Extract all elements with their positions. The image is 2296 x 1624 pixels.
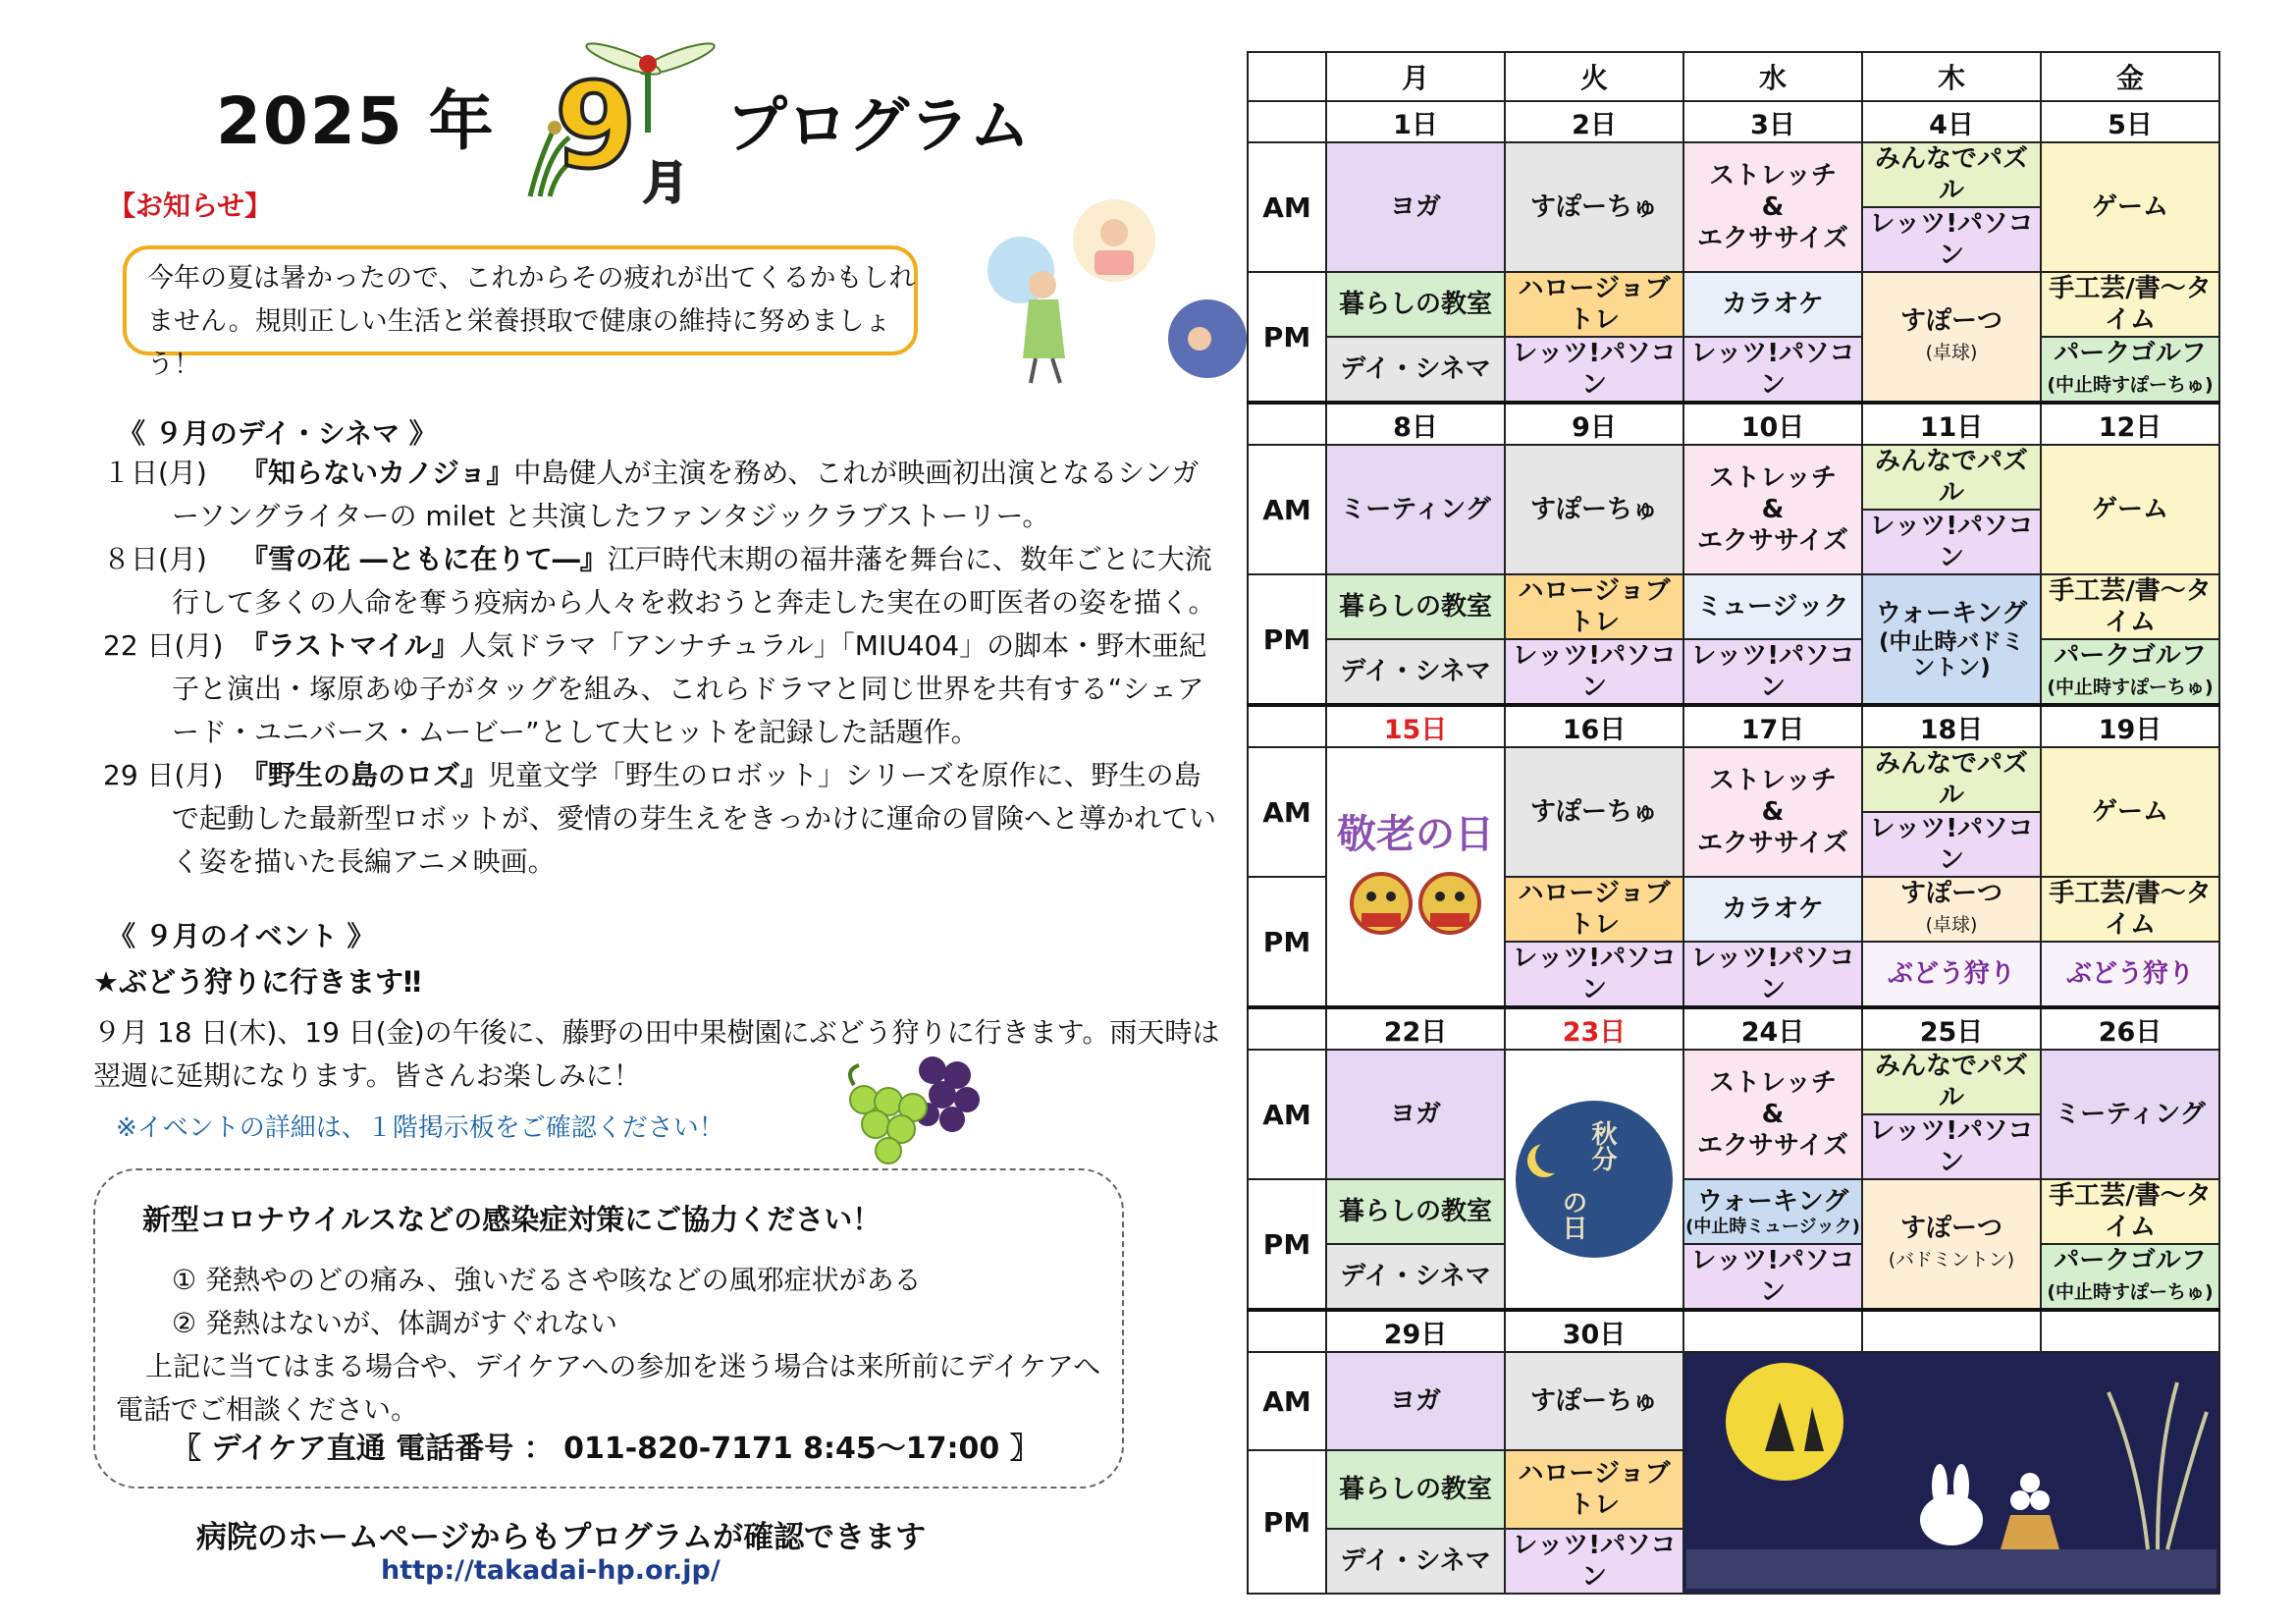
cinema-title: 『知らないカノジョ』 — [240, 457, 514, 489]
event-note: ※イベントの詳細は、１階掲示板をご確認ください！ — [116, 1113, 724, 1143]
activity-line: ストレッチ — [1709, 161, 1837, 190]
program-year: 2025 年 — [216, 83, 496, 159]
activity-cell: レッツ!パソコン — [1505, 1529, 1683, 1594]
activity-cell — [2041, 639, 2219, 705]
lion-dance-icon — [1342, 859, 1489, 947]
cinema-desc: 人気ドラマ「アンナチュラル」「MIU404」の脚本・野木亜紀子と演出・塚原あゆ子がタッグを組み、これらドラマと同じ世界を共有する“シェアード・ユニバース・ムービー”として大ヒットを記録した話題作。 — [172, 629, 1207, 748]
activity-cell: レッツ!パソコン — [1683, 1244, 1862, 1310]
activity-line: & — [1761, 192, 1785, 222]
date-cell-holiday: 23日 — [1505, 1007, 1683, 1050]
date-cell: 12日 — [2041, 403, 2219, 445]
list-item — [103, 754, 1222, 884]
activity-cell: ハロージョブトレ — [1505, 877, 1683, 942]
date-cell: 10日 — [1683, 403, 1862, 445]
activity-note: (中止時すぽーちゅ) — [2047, 677, 2214, 698]
pm-label: PM — [1248, 877, 1326, 1007]
activity-cell: レッツ!パソコン — [1862, 1114, 2041, 1179]
activity-cell: ゲーム — [2041, 142, 2219, 272]
activity-line: エクササイズ — [1697, 224, 1848, 253]
date-cell — [2041, 1310, 2219, 1352]
holiday-label: 敬老の日 — [1337, 811, 1494, 857]
am-label: AM — [1248, 142, 1326, 272]
cinema-date: ８日(月) — [103, 543, 207, 575]
activity-cell: すぽーちゅ — [1505, 1352, 1683, 1450]
date-cell: 16日 — [1505, 705, 1683, 747]
activity-line: & — [1761, 1100, 1785, 1129]
program-title: プログラム — [726, 89, 1031, 161]
activity-line: & — [1761, 797, 1785, 827]
date-cell: 8日 — [1326, 403, 1505, 445]
date-cell: 24日 — [1683, 1007, 1862, 1050]
holiday-label: 秋分 — [1587, 1120, 1617, 1171]
activity-cell: ハロージョブトレ — [1505, 272, 1683, 337]
cinema-desc: 中島健人が主演を務め、これが映画初出演となるシンガーソングライターの milet と共演したファンタジックラブストーリー。 — [172, 457, 1200, 532]
activity-note: (中止時すぽーちゅ) — [2047, 1281, 2214, 1303]
activity-line: ウォーキング — [1696, 1187, 1849, 1217]
am-label: AM — [1248, 445, 1326, 574]
activity-line: エクササイズ — [1697, 1131, 1848, 1161]
activity-note: (卓球) — [1925, 914, 1978, 936]
event-heading: 《 ９月のイベント 》 — [108, 920, 375, 952]
activity-line: エクササイズ — [1697, 829, 1848, 858]
activity-cell — [1862, 574, 2041, 705]
cinema-desc: 江戸時代末期の福井藩を舞台に、数年ごとに大流行して多くの人命を奪う疫病から人々を救おうと奔走した実在の町医者の姿を描く。 — [172, 543, 1216, 619]
activity-cell: みんなでパズル — [1862, 142, 2041, 207]
date-row-label — [1248, 101, 1326, 142]
weekday-fri: 金 — [2041, 52, 2219, 101]
date-cell: 19日 — [2041, 705, 2219, 747]
infection-notice-text: 上記に当てはまる場合や、デイケアへの参加を迷う場合は来所前にデイケアへ電話でご相談ください。 — [116, 1350, 1101, 1426]
activity-cell: レッツ!パソコン — [1683, 942, 1862, 1007]
event-text: ９月 18 日(木)、19 日(金)の午後に、藤野の田中果樹園にぶどう狩りに行きます。雨天時は翌週に延期になります。皆さんお楽しみに！ — [93, 1016, 1220, 1092]
date-cell: 9日 — [1505, 403, 1683, 445]
activity-cell: ハロージョブトレ — [1505, 574, 1683, 639]
infection-notice-title: 新型コロナウイルスなどの感染症対策にご協力ください！ — [142, 1203, 881, 1236]
notice-text: 今年の夏は暑かったので、これからその疲れが出てくるかもしれません。規則正しい生活と栄養摂取で健康の維持に努めましょう！ — [147, 263, 916, 380]
activity-line: すぽーつ — [1899, 306, 2002, 336]
activity-cell: レッツ!パソコン — [1505, 942, 1683, 1007]
activity-cell — [1683, 445, 1862, 574]
cinema-title: 『野生の島のロズ』 — [240, 759, 489, 791]
activity-cell: 暮らしの教室 — [1326, 1179, 1505, 1244]
activity-cell: デイ・シネマ — [1326, 1244, 1505, 1310]
date-cell — [1683, 1310, 1862, 1352]
activity-cell — [1862, 877, 2041, 942]
activity-cell: デイ・シネマ — [1326, 639, 1505, 705]
activity-cell: 暮らしの教室 — [1326, 574, 1505, 639]
activity-line: パークゴルフ — [2054, 1246, 2207, 1275]
weekday-wed: 水 — [1683, 52, 1862, 101]
cinema-date: 22 日(月) — [103, 629, 224, 662]
activity-cell — [1683, 747, 1862, 877]
date-cell: 17日 — [1683, 705, 1862, 747]
pm-label: PM — [1248, 1179, 1326, 1310]
pm-label: PM — [1248, 1450, 1326, 1594]
activity-line: すぽーつ — [1899, 1214, 2002, 1243]
program-calendar — [1247, 51, 2220, 1595]
rabbit-moon-icon — [1686, 1353, 2216, 1589]
date-cell: 30日 — [1505, 1310, 1683, 1352]
activity-note: (中止時ミュージック) — [1685, 1217, 1860, 1237]
date-cell: 2日 — [1505, 101, 1683, 142]
date-row-label — [1248, 705, 1326, 747]
activity-cell: 手工芸/書～タイム — [2041, 272, 2219, 337]
activity-cell — [1683, 1050, 1862, 1179]
am-label: AM — [1248, 1352, 1326, 1450]
activity-cell — [2041, 1244, 2219, 1310]
activity-cell: 暮らしの教室 — [1326, 272, 1505, 337]
activity-cell — [1862, 272, 2041, 403]
activity-note: (バドミントン) — [1888, 1249, 2015, 1271]
list-item — [103, 624, 1222, 754]
am-label: AM — [1248, 747, 1326, 877]
activity-cell: ヨガ — [1326, 142, 1505, 272]
crescent-icon — [1535, 1140, 1569, 1173]
am-label: AM — [1248, 1050, 1326, 1179]
activity-cell: すぽーちゅ — [1505, 747, 1683, 877]
homepage-link[interactable]: http://takadai-hp.or.jp/ — [381, 1555, 721, 1586]
cinema-date: １日(月) — [103, 457, 207, 489]
activity-cell: ゲーム — [2041, 747, 2219, 877]
moon-viewing-illustration — [1683, 1352, 2219, 1594]
activity-cell: レッツ!パソコン — [1683, 639, 1862, 705]
autumn-equinox-illustration — [1505, 1050, 1683, 1310]
date-cell: 4日 — [1862, 101, 2041, 142]
weekday-thu: 木 — [1862, 52, 2041, 101]
activity-cell — [1683, 1179, 1862, 1244]
activity-line: ストレッチ — [1709, 766, 1837, 795]
list-item: ② 発熱はないが、体調がすぐれない — [172, 1307, 618, 1339]
date-cell: 26日 — [2041, 1007, 2219, 1050]
date-cell-holiday: 15日 — [1326, 705, 1505, 747]
activity-cell: すぽーちゅ — [1505, 445, 1683, 574]
activity-cell: レッツ!パソコン — [1683, 337, 1862, 403]
activity-cell: カラオケ — [1683, 877, 1862, 942]
activity-cell: ヨガ — [1326, 1050, 1505, 1179]
date-cell — [1862, 1310, 2041, 1352]
pm-label: PM — [1248, 574, 1326, 705]
activity-cell: ミュージック — [1683, 574, 1862, 639]
activity-cell — [2041, 337, 2219, 403]
activity-cell: 手工芸/書～タイム — [2041, 877, 2219, 942]
activity-line: & — [1761, 495, 1785, 524]
activity-line: ストレッチ — [1709, 1068, 1837, 1098]
date-row-label — [1248, 403, 1326, 445]
moon-icon — [1516, 1101, 1673, 1258]
activity-cell: レッツ!パソコン — [1862, 812, 2041, 877]
activity-line: パークゴルフ — [2054, 641, 2207, 671]
date-cell: 5日 — [2041, 101, 2219, 142]
walking-woman-illustration — [982, 191, 1247, 388]
grape-picking-cell: ぶどう狩り — [1862, 942, 2041, 1007]
list-item: ① 発熱やのどの痛み、強いだるさや咳などの風邪症状がある — [172, 1264, 922, 1296]
activity-line: ストレッチ — [1709, 463, 1837, 493]
activity-cell: レッツ!パソコン — [1505, 337, 1683, 403]
infection-symptom-list — [172, 1259, 922, 1345]
date-cell: 11日 — [1862, 403, 2041, 445]
date-cell: 29日 — [1326, 1310, 1505, 1352]
phone-contact: 〖 デイケア直通 電話番号 ： 011-820-7171 8:45～17:00 〗 — [172, 1432, 1040, 1466]
activity-cell: ミーティング — [2041, 1050, 2219, 1179]
date-cell: 1日 — [1326, 101, 1505, 142]
activity-cell: デイ・シネマ — [1326, 1529, 1505, 1594]
date-cell: 22日 — [1326, 1007, 1505, 1050]
cinema-heading: 《 ９月のデイ・シネマ 》 — [118, 417, 437, 450]
date-row-label — [1248, 1007, 1326, 1050]
activity-cell: ゲーム — [2041, 445, 2219, 574]
activity-cell — [1862, 1179, 2041, 1310]
cinema-date: 29 日(月) — [103, 759, 224, 791]
activity-cell: ヨガ — [1326, 1352, 1505, 1450]
activity-note: (中止時バドミントン) — [1878, 629, 2025, 680]
date-cell: 3日 — [1683, 101, 1862, 142]
activity-cell: ハロージョブトレ — [1505, 1450, 1683, 1529]
activity-cell: カラオケ — [1683, 272, 1862, 337]
weekday-tue: 火 — [1505, 52, 1683, 101]
grape-picking-cell: ぶどう狩り — [2041, 942, 2219, 1007]
weekday-mon: 月 — [1326, 52, 1505, 101]
activity-cell: 手工芸/書～タイム — [2041, 1179, 2219, 1244]
list-item — [103, 452, 1222, 538]
respect-aged-day-illustration — [1326, 747, 1505, 1007]
calendar-corner — [1248, 52, 1326, 101]
activity-cell: みんなでパズル — [1862, 747, 2041, 812]
event-title: ★ぶどう狩りに行きます‼ — [93, 965, 422, 999]
activity-note: (卓球) — [1925, 342, 1978, 363]
cinema-title: 『ラストマイル』 — [240, 629, 459, 662]
activity-line: エクササイズ — [1697, 526, 1848, 556]
activity-cell: みんなでパズル — [1862, 445, 2041, 510]
activity-line: ウォーキング — [1875, 599, 2028, 628]
pm-label: PM — [1248, 272, 1326, 403]
activity-cell: みんなでパズル — [1862, 1050, 2041, 1114]
cinema-list — [103, 452, 1222, 884]
activity-note: (中止時すぽーちゅ) — [2047, 374, 2214, 396]
activity-cell: 暮らしの教室 — [1326, 1450, 1505, 1529]
activity-cell: ミーティング — [1326, 445, 1505, 574]
date-row-label — [1248, 1310, 1326, 1352]
activity-cell: レッツ!パソコン — [1862, 510, 2041, 574]
grape-icon — [834, 1041, 991, 1168]
date-cell: 25日 — [1862, 1007, 2041, 1050]
activity-cell: レッツ!パソコン — [1862, 207, 2041, 272]
activity-cell: すぽーちゅ — [1505, 142, 1683, 272]
cinema-desc: 児童文学「野生のロボット」シリーズを原作に、野生の島で起動した最新型ロボットが、愛情の芽生えをきっかけに運命の冒険へと導かれていく姿を描いた長編アニメ映画。 — [172, 759, 1217, 878]
month-kanji: 月 — [643, 156, 688, 209]
activity-cell: デイ・シネマ — [1326, 337, 1505, 403]
list-item — [103, 538, 1222, 624]
cinema-title: 『雪の花 ―ともに在りて―』 — [240, 543, 608, 575]
date-cell: 18日 — [1862, 705, 2041, 747]
holiday-label: の日 — [1558, 1189, 1587, 1240]
activity-line: すぽーつ — [1899, 879, 2002, 908]
activity-cell: レッツ!パソコン — [1505, 639, 1683, 705]
month-number: 9 — [555, 59, 637, 195]
activity-cell: 手工芸/書～タイム — [2041, 574, 2219, 639]
homepage-notice: 病院のホームページからもプログラムが確認できます — [196, 1520, 927, 1555]
activity-cell — [1683, 142, 1862, 272]
notice-heading: 【お知らせ】 — [108, 189, 273, 222]
activity-line: パークゴルフ — [2054, 339, 2207, 368]
